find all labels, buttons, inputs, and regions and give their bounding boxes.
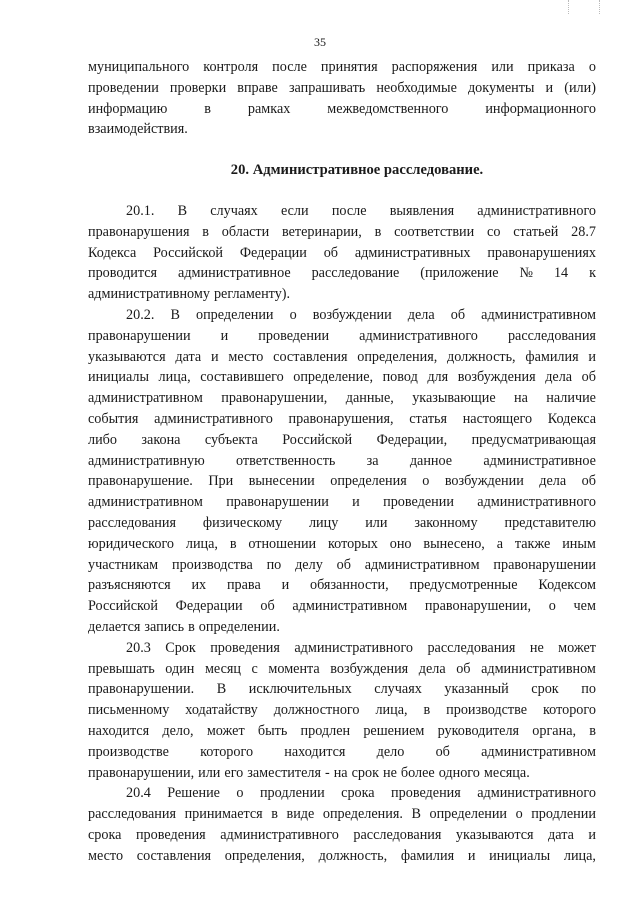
word: или bbox=[491, 59, 514, 75]
word: в bbox=[374, 223, 382, 240]
word: физическому bbox=[202, 514, 283, 531]
word: вправе bbox=[237, 79, 278, 96]
text-line bbox=[88, 596, 596, 617]
word: месяц bbox=[204, 660, 241, 677]
word: превышать bbox=[88, 660, 155, 677]
word: регламенту). bbox=[213, 286, 291, 303]
word: с bbox=[251, 660, 258, 677]
word: Кодекса bbox=[547, 410, 596, 427]
word: об bbox=[456, 660, 471, 677]
word: срока bbox=[88, 826, 122, 843]
word: более bbox=[400, 764, 435, 781]
word: и bbox=[210, 348, 219, 365]
word: и bbox=[281, 577, 290, 594]
word: производстве bbox=[88, 743, 169, 760]
section-heading: 20. Административное расследование. bbox=[230, 162, 484, 179]
word: принятия bbox=[320, 59, 378, 75]
word: административном bbox=[481, 743, 596, 760]
word: дела bbox=[539, 473, 567, 490]
word: его bbox=[224, 764, 244, 781]
word: повод bbox=[382, 369, 418, 386]
page-number: 35 bbox=[314, 35, 326, 49]
word: административном bbox=[364, 556, 480, 573]
text-line bbox=[88, 575, 596, 596]
word: инициалы bbox=[88, 369, 149, 386]
word: участникам bbox=[88, 556, 159, 573]
word: расследования bbox=[507, 327, 596, 344]
word: административного bbox=[294, 639, 414, 656]
word: статья bbox=[409, 410, 448, 427]
word: об bbox=[581, 369, 596, 386]
word: производства bbox=[171, 556, 253, 573]
word: определении bbox=[195, 306, 274, 323]
word: возбуждении bbox=[444, 473, 524, 490]
word: административное bbox=[483, 452, 596, 469]
word: расследования bbox=[88, 806, 177, 823]
word: Срок bbox=[165, 639, 196, 656]
word: права bbox=[226, 577, 261, 594]
text-line bbox=[88, 243, 596, 264]
word: (приложение bbox=[420, 265, 499, 282]
document-body bbox=[88, 57, 596, 866]
word: после bbox=[331, 202, 367, 219]
word: на bbox=[514, 390, 528, 407]
word: административного bbox=[220, 826, 339, 843]
word: правонарушение. bbox=[88, 473, 193, 490]
word: лица, bbox=[375, 702, 408, 719]
scan-artifact bbox=[568, 0, 600, 14]
word: случаях bbox=[210, 202, 258, 219]
word: 28.7 bbox=[571, 223, 596, 240]
text-line bbox=[88, 721, 596, 742]
word: указываются bbox=[88, 348, 166, 365]
word: виде bbox=[286, 806, 315, 823]
word: к bbox=[589, 265, 596, 282]
word: проверки bbox=[169, 79, 227, 96]
word: данные, bbox=[345, 390, 394, 407]
word: административное bbox=[178, 265, 291, 282]
word: не bbox=[529, 639, 544, 656]
word: Кодексом bbox=[538, 577, 596, 594]
word: один bbox=[165, 660, 195, 677]
word: место bbox=[88, 847, 124, 864]
word: об bbox=[435, 743, 450, 760]
word: Кодекса bbox=[88, 244, 137, 261]
word: В bbox=[177, 202, 188, 219]
word: продлен bbox=[300, 722, 351, 739]
word: руководителя bbox=[437, 722, 520, 739]
word: делу bbox=[295, 556, 323, 573]
word: данное bbox=[409, 452, 453, 469]
text-line bbox=[88, 825, 596, 846]
word: инициалы bbox=[489, 847, 551, 864]
text-line bbox=[88, 367, 596, 388]
text-line bbox=[88, 263, 596, 284]
word: о bbox=[515, 806, 523, 823]
word: в bbox=[229, 535, 237, 552]
word: за bbox=[366, 452, 379, 469]
word: которых bbox=[328, 535, 378, 552]
word: проведении bbox=[88, 79, 159, 96]
word: ветеринарии, bbox=[282, 223, 362, 240]
word: Федерации bbox=[175, 598, 243, 615]
word: срок bbox=[531, 681, 559, 698]
word: по bbox=[581, 681, 596, 698]
word: правонарушении bbox=[226, 494, 329, 511]
word: должностного bbox=[273, 702, 360, 719]
word: фамилия bbox=[525, 348, 579, 365]
word: соответствии bbox=[394, 223, 475, 240]
word: определения. bbox=[322, 806, 403, 823]
word: расследование bbox=[311, 265, 400, 282]
word: иным bbox=[562, 535, 596, 552]
word: правонарушении bbox=[88, 327, 191, 344]
word: В bbox=[216, 681, 227, 698]
text-line bbox=[88, 513, 596, 534]
word: об bbox=[450, 306, 466, 323]
word: и bbox=[588, 826, 596, 843]
word: о bbox=[588, 59, 596, 75]
word: если bbox=[280, 202, 309, 219]
word: наличие bbox=[546, 390, 596, 407]
word: по bbox=[266, 556, 282, 573]
word: быть bbox=[257, 722, 288, 739]
text-line bbox=[88, 409, 596, 430]
word: правонарушения bbox=[88, 223, 190, 240]
word: находится bbox=[284, 743, 346, 760]
word: расследования bbox=[353, 826, 442, 843]
word: административном bbox=[88, 390, 203, 407]
text-line bbox=[88, 659, 596, 680]
word: определении. bbox=[198, 618, 280, 635]
word: проведения bbox=[391, 785, 461, 802]
word: составления bbox=[273, 348, 348, 365]
word: выявления bbox=[389, 202, 455, 219]
word: административному bbox=[88, 286, 210, 303]
word: чем bbox=[573, 598, 596, 615]
word: или bbox=[365, 514, 388, 531]
word: лицу bbox=[308, 514, 339, 531]
word: определении bbox=[429, 806, 508, 823]
word: рамках bbox=[247, 100, 291, 117]
word: и bbox=[588, 348, 596, 365]
word: 20.4 bbox=[126, 785, 151, 802]
word: также bbox=[514, 535, 551, 552]
word: об bbox=[323, 244, 338, 261]
word: и bbox=[220, 327, 229, 344]
word: дела bbox=[418, 660, 446, 677]
word: фамилия bbox=[400, 847, 455, 864]
text-line bbox=[88, 742, 596, 763]
word: запрашивать bbox=[288, 79, 366, 96]
word: В bbox=[411, 806, 421, 823]
word: ходатайству bbox=[185, 702, 258, 719]
word: законному bbox=[414, 514, 478, 531]
word: о bbox=[548, 598, 556, 615]
text-line bbox=[88, 679, 596, 700]
text-line bbox=[88, 388, 596, 409]
word: правонарушения, bbox=[288, 410, 394, 427]
word: ответственность bbox=[236, 452, 336, 469]
word: (или) bbox=[564, 79, 596, 96]
word: расследования bbox=[427, 639, 516, 656]
word: правонарушении, bbox=[221, 390, 328, 407]
word: административного bbox=[477, 202, 596, 219]
word: вынесено, bbox=[423, 535, 485, 552]
word: оно bbox=[389, 535, 412, 552]
word: информационного bbox=[485, 100, 596, 117]
text-line bbox=[88, 57, 596, 78]
word: 14 bbox=[553, 265, 569, 282]
text-line bbox=[88, 222, 596, 243]
word: административную bbox=[88, 452, 205, 469]
word: 20.2. bbox=[126, 306, 155, 323]
word: 20.3 bbox=[126, 639, 151, 656]
text-line bbox=[88, 119, 596, 140]
word: определение, bbox=[293, 369, 374, 386]
word: момента bbox=[268, 660, 320, 677]
word: документы bbox=[467, 79, 535, 96]
word: определения bbox=[330, 473, 407, 490]
word: которого bbox=[543, 702, 596, 719]
word: не bbox=[383, 764, 397, 781]
word: делается bbox=[88, 618, 141, 635]
word: может bbox=[206, 722, 245, 739]
word: находится bbox=[88, 722, 150, 739]
word: При bbox=[208, 473, 234, 490]
word: заместителя bbox=[247, 764, 321, 781]
word: в bbox=[202, 223, 209, 240]
word: настоящего bbox=[462, 410, 533, 427]
text-line bbox=[88, 492, 596, 513]
word: на bbox=[333, 764, 348, 781]
text-line bbox=[88, 555, 596, 576]
text-line bbox=[88, 471, 596, 492]
word: лица, bbox=[563, 847, 596, 864]
word: письменному bbox=[88, 702, 170, 719]
word: проводится bbox=[88, 265, 158, 282]
word: и bbox=[352, 494, 360, 511]
word: для bbox=[427, 369, 449, 386]
word: Федерации, bbox=[376, 431, 448, 448]
word: место bbox=[228, 348, 264, 365]
word: в bbox=[271, 806, 278, 823]
word: административного bbox=[477, 494, 596, 511]
word: обязанности, bbox=[309, 577, 389, 594]
word: дата bbox=[548, 826, 574, 843]
word: после bbox=[272, 59, 307, 75]
word: определения, bbox=[357, 348, 438, 365]
word: принимается bbox=[184, 806, 263, 823]
word: определения, bbox=[224, 847, 305, 864]
word: в bbox=[188, 618, 195, 635]
text-line bbox=[88, 700, 596, 721]
word: лица, bbox=[185, 535, 218, 552]
word: возбуждения bbox=[457, 369, 536, 386]
text-line bbox=[88, 78, 596, 99]
word: правонарушении bbox=[493, 556, 596, 573]
word: административного bbox=[359, 327, 478, 344]
word: их bbox=[191, 577, 207, 594]
word: о bbox=[422, 473, 430, 490]
word: юридического bbox=[88, 535, 175, 552]
word: возбуждении bbox=[312, 306, 392, 323]
word: о bbox=[289, 306, 297, 323]
word: указывающие bbox=[412, 390, 496, 407]
word: производстве bbox=[446, 702, 528, 719]
word: и bbox=[467, 847, 476, 864]
text-line bbox=[88, 804, 596, 825]
word: а bbox=[496, 535, 504, 552]
word: проведении bbox=[258, 327, 330, 344]
word: проведения bbox=[210, 639, 280, 656]
word: предусмотренные bbox=[409, 577, 518, 594]
word: области bbox=[221, 223, 270, 240]
word: исключительных bbox=[248, 681, 352, 698]
word: в bbox=[423, 702, 431, 719]
word: административного bbox=[477, 785, 596, 802]
word: составившего bbox=[200, 369, 284, 386]
word: дела bbox=[407, 306, 435, 323]
text-line bbox=[88, 99, 596, 120]
word: об bbox=[260, 598, 275, 615]
word: Федерации bbox=[239, 244, 307, 261]
word: указанный bbox=[444, 681, 509, 698]
word: решением bbox=[363, 722, 425, 739]
text-line bbox=[88, 638, 596, 659]
word: отношении bbox=[248, 535, 317, 552]
word: Российской bbox=[153, 244, 224, 261]
word: 20.1. bbox=[126, 202, 155, 219]
word: продлении bbox=[531, 806, 596, 823]
word: межведомственного bbox=[327, 100, 449, 117]
word: либо bbox=[88, 431, 117, 448]
text-line bbox=[88, 347, 596, 368]
word: события bbox=[88, 410, 139, 427]
word: лица, bbox=[158, 369, 191, 386]
word: правонарушении, bbox=[88, 764, 195, 781]
word: Российской bbox=[88, 598, 158, 615]
word: продлении bbox=[259, 785, 325, 802]
word: дело, bbox=[162, 722, 194, 739]
word: административном bbox=[481, 660, 596, 677]
word: или bbox=[198, 764, 221, 781]
text-line bbox=[88, 534, 596, 555]
word: распоряжения bbox=[391, 59, 478, 75]
text-line bbox=[88, 451, 596, 472]
text-line bbox=[88, 284, 596, 305]
word: расследования bbox=[88, 514, 177, 531]
text-line bbox=[88, 763, 596, 784]
word: предусматривающая bbox=[471, 431, 596, 448]
word: правонарушении, bbox=[424, 598, 532, 615]
word: возбуждения bbox=[330, 660, 409, 677]
word: правонарушении. bbox=[88, 681, 195, 698]
word: срока bbox=[341, 785, 375, 802]
text-line bbox=[88, 305, 596, 326]
word: статьей bbox=[513, 223, 559, 240]
word: одного bbox=[438, 764, 480, 781]
word: Российской bbox=[282, 431, 353, 448]
word: вынесении bbox=[248, 473, 315, 490]
word: со bbox=[487, 223, 501, 240]
word: в bbox=[589, 722, 596, 739]
text-line bbox=[88, 783, 596, 804]
word: составления bbox=[136, 847, 212, 864]
text-line bbox=[88, 617, 596, 638]
word: указываются bbox=[455, 826, 534, 843]
word: месяца. bbox=[483, 764, 530, 781]
word: может bbox=[558, 639, 596, 656]
word: дата bbox=[175, 348, 202, 365]
text-line bbox=[88, 430, 596, 451]
word: проведения bbox=[135, 826, 206, 843]
word: должность, bbox=[318, 847, 388, 864]
word: Решение bbox=[167, 785, 220, 802]
word: о bbox=[236, 785, 244, 802]
word: дело bbox=[376, 743, 405, 760]
word: муниципального bbox=[88, 59, 190, 75]
text-line bbox=[88, 846, 596, 867]
word: и bbox=[545, 79, 554, 96]
word: контроля bbox=[203, 59, 259, 75]
word: В bbox=[170, 306, 180, 323]
word: административном bbox=[292, 598, 408, 615]
word: разъясняются bbox=[88, 577, 171, 594]
word: - bbox=[324, 764, 330, 781]
word: субъекта bbox=[204, 431, 258, 448]
word: взаимодействия. bbox=[88, 121, 188, 138]
word: должность, bbox=[447, 348, 516, 365]
word: административных bbox=[354, 244, 471, 261]
word: административного bbox=[154, 410, 273, 427]
word: правонарушениях bbox=[487, 244, 596, 261]
word: дела bbox=[545, 369, 573, 386]
word: необходимые bbox=[376, 79, 457, 96]
word: закона bbox=[141, 431, 181, 448]
word: представителю bbox=[504, 514, 596, 531]
word: проведении bbox=[383, 494, 454, 511]
word: случаях bbox=[374, 681, 422, 698]
word: которого bbox=[200, 743, 254, 760]
word: органа, bbox=[532, 722, 577, 739]
text-line bbox=[88, 326, 596, 347]
word: № bbox=[519, 265, 533, 282]
word: информацию bbox=[88, 100, 168, 117]
word: административном bbox=[481, 306, 596, 323]
text-line bbox=[88, 201, 596, 222]
word: об bbox=[336, 556, 351, 573]
word: запись bbox=[144, 618, 185, 635]
word: приказа bbox=[527, 59, 575, 75]
word: об bbox=[581, 473, 596, 490]
word: административном bbox=[88, 494, 203, 511]
word: в bbox=[204, 100, 211, 117]
word: срок bbox=[351, 764, 379, 781]
